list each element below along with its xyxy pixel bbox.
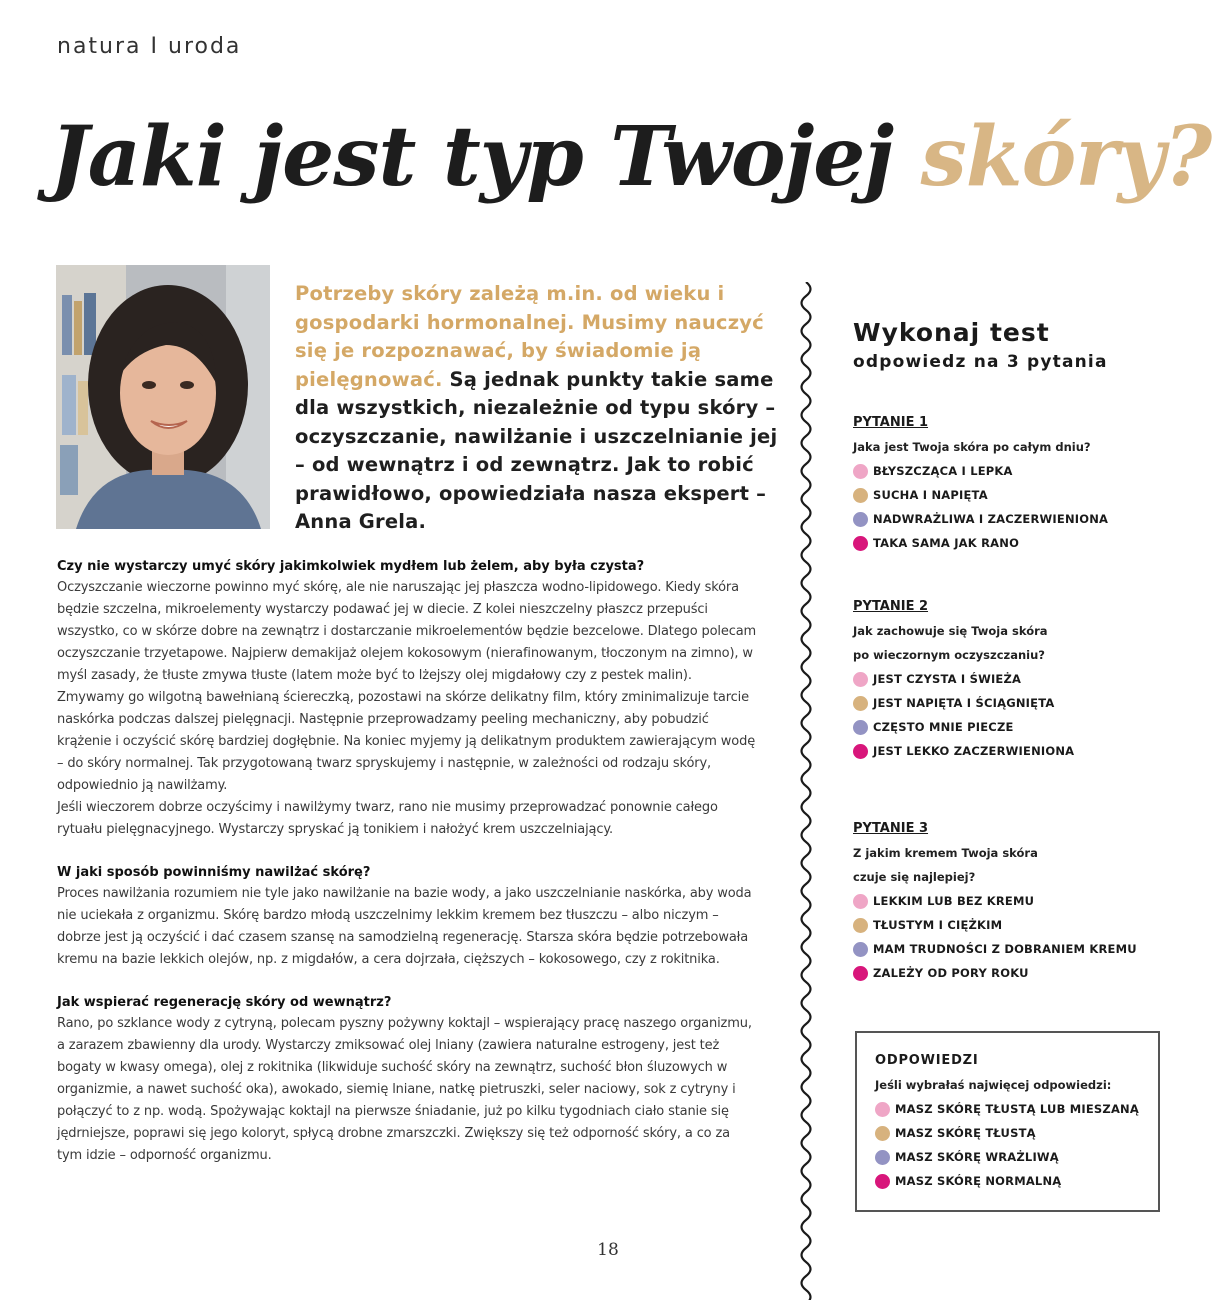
quiz-option[interactable] bbox=[853, 913, 1183, 937]
lead-paragraph bbox=[295, 280, 780, 537]
quiz-option[interactable] bbox=[853, 459, 1183, 483]
answer-item bbox=[875, 1145, 1158, 1169]
tan-dot-icon bbox=[875, 1126, 890, 1141]
question-text: Jaka jest Twoja skóra po całym dniu? bbox=[853, 440, 1091, 454]
quiz-option[interactable] bbox=[853, 483, 1183, 507]
option-label: JEST LEKKO ZACZERWIENIONA bbox=[873, 744, 1075, 758]
interview-article bbox=[57, 557, 757, 1189]
interview-question: Czy nie wystarczy umyć skóry jakimkolwiek mydłem lub żelem, aby była czysta? bbox=[57, 559, 645, 574]
lavender-dot-icon bbox=[853, 942, 868, 957]
question-label: PYTANIE 2 bbox=[853, 599, 929, 614]
quiz-option[interactable] bbox=[853, 715, 1183, 739]
quiz-option[interactable] bbox=[853, 667, 1183, 691]
quiz-option[interactable] bbox=[853, 889, 1183, 913]
quiz-question-1 bbox=[853, 414, 1183, 555]
question-label: PYTANIE 3 bbox=[853, 821, 929, 836]
lavender-dot-icon bbox=[875, 1150, 890, 1165]
page-headline bbox=[50, 109, 1212, 205]
lead-dark-text: Są jednak punkty takie same dla wszystkich, niezależnie od typu skóry – oczyszczanie, nawilżanie i uszczelnianie jej – od wewnątrz i od zewnątrz. Jak to robić prawidłowo, opowiedziała nasza ekspert – Anna Grela. bbox=[295, 367, 778, 533]
answers-title: ODPOWIEDZI bbox=[875, 1053, 979, 1068]
interview-question: Jak wspierać regenerację skóry od wewnątrz? bbox=[57, 995, 392, 1010]
quiz-option[interactable] bbox=[853, 531, 1183, 555]
quiz-option[interactable] bbox=[853, 691, 1183, 715]
question-text-line: Jak zachowuje się Twoja skóra bbox=[853, 624, 1048, 638]
answer-label: MASZ SKÓRĘ NORMALNĄ bbox=[895, 1174, 1062, 1188]
section-label: natura I uroda bbox=[57, 34, 242, 59]
answers-intro: Jeśli wybrałaś najwięcej odpowiedzi: bbox=[875, 1078, 1112, 1092]
page-number: 18 bbox=[597, 1240, 619, 1260]
option-label: JEST NAPIĘTA I ŚCIĄGNIĘTA bbox=[873, 696, 1055, 710]
tan-dot-icon bbox=[853, 696, 868, 711]
interview-answer: Jeśli wieczorem dobrze oczyścimy i nawilżymy twarz, rano nie musimy przeprowadzać ponownie całego rytuału pielęgnacyjnego. Wystarczy spryskać ją tonikiem i nałożyć krem uszczelniający. bbox=[57, 800, 718, 837]
skin-type-quiz bbox=[853, 316, 1183, 980]
tan-dot-icon bbox=[853, 918, 868, 933]
answers-box bbox=[855, 1031, 1160, 1212]
quiz-option[interactable] bbox=[853, 961, 1183, 985]
question-text bbox=[853, 841, 1183, 889]
expert-portrait-photo bbox=[56, 265, 270, 529]
option-label: TAKA SAMA JAK RANO bbox=[873, 536, 1020, 550]
pink-dot-icon bbox=[853, 464, 868, 479]
option-label: JEST CZYSTA I ŚWIEŻA bbox=[873, 672, 1022, 686]
magenta-dot-icon bbox=[853, 536, 868, 551]
option-label: BŁYSZCZĄCA I LEPKA bbox=[873, 464, 1013, 478]
quiz-option[interactable] bbox=[853, 739, 1183, 763]
option-label: LEKKIM LUB BEZ KREMU bbox=[873, 894, 1035, 908]
tan-dot-icon bbox=[853, 488, 868, 503]
question-text-line: Z jakim kremem Twoja skóra bbox=[853, 846, 1038, 860]
quiz-option[interactable] bbox=[853, 937, 1183, 961]
answer-item bbox=[875, 1097, 1158, 1121]
lavender-dot-icon bbox=[853, 720, 868, 735]
magenta-dot-icon bbox=[853, 966, 868, 981]
answer-item bbox=[875, 1169, 1158, 1193]
quiz-subtitle: odpowiedz na 3 pytania bbox=[853, 352, 1108, 372]
interview-answer: Oczyszczanie wieczorne powinno myć skórę, ale nie naruszając jej płaszcza wodno-lipidowego. Kiedy skóra będzie szczelna, mikroelementy wystarczy podawać jej w diecie. Z kolei nieszczelny płaszcz przepuści wszystko, co w skórze dobre na zewnątrz i dostarczanie mikroelementów będzie bezcelowe. Dlatego polecam oczyszczanie trzyetapowe. Najpierw demakijaż olejem kokosowym (nierafinowanym, tłoczonym na zimno), w myśl zasady, że tłuste zmywa tłuste (latem może być to lżejszy olej migdałowy czy z pestek malin). Zmywamy go wilgotną bawełnianą ściereczką, pozostawi na skórze delikatny film, który zminimalizuje tarcie naskórka podczas dalszej pielęgnacji. Następnie przeprowadzamy peeling mechaniczny, aby pobudzić krążenie i oczyścić skórę bardziej dogłębnie. Na koniec myjemy ją delikatnym produktem zawierającym wodę – do skóry normalnej. Tak przygotowaną twarz spryskujemy i następnie, w zależności od rodzaju skóry, odpowiednio ją nawilżamy. bbox=[57, 580, 757, 793]
option-label: MAM TRUDNOŚCI Z DOBRANIEM KREMU bbox=[873, 942, 1137, 956]
answer-label: MASZ SKÓRĘ TŁUSTĄ LUB MIESZANĄ bbox=[895, 1102, 1139, 1116]
qa-block bbox=[57, 863, 757, 971]
pink-dot-icon bbox=[853, 672, 868, 687]
interview-answer: Rano, po szklance wody z cytryną, polecam pyszny pożywny koktajl – wspierający pracę naszego organizmu, a zarazem zbawienny dla urody. Wystarczy zmiksować olej lniany (zawiera naturalne estrogeny, jest też bogaty w kwasy omega), olej z rokitnika (likwiduje suchość skóry na zewnątrz, suchość błon śluzowych w organizmie, a nawet suchość oka), awokado, siemię lniane, natkę pietruszki, seler naciowy, sok z cytryny i połączyć to z np. wodą. Spożywając koktajl na pierwsze śniadanie, już po kilku tygodniach ciało stanie się jędrniejsze, poprawi się jego koloryt, spłycą drobne zmarszczki. Zwiększy się też odporność skóry, a co za tym idzie – odporność organizmu. bbox=[57, 1016, 752, 1163]
answer-label: MASZ SKÓRĘ TŁUSTĄ bbox=[895, 1126, 1036, 1140]
interview-answer: Proces nawilżania rozumiem nie tyle jako nawilżanie na bazie wody, a jako uszczelnianie naskórka, aby woda nie uciekała z organizmu. Skórę bardzo młodą uszczelnimy lekkim kremem bez tłuszczu – albo niczym – dobrze jest ją oczyścić i dać czasem szansę na samodzielną regenerację. Starsza skóra będzie potrzebowała kremu na bazie lekkich olejów, np. z migdałów, a cera dojrzała, cięższych – kokosowego, czy z rokitnika. bbox=[57, 886, 752, 967]
quiz-option[interactable] bbox=[853, 507, 1183, 531]
answer-item bbox=[875, 1121, 1158, 1145]
wavy-divider bbox=[792, 282, 820, 1300]
option-label: SUCHA I NAPIĘTA bbox=[873, 488, 988, 502]
question-text-line: po wieczornym oczyszczaniu? bbox=[853, 648, 1045, 662]
option-label: CZĘSTO MNIE PIECZE bbox=[873, 720, 1014, 734]
lavender-dot-icon bbox=[853, 512, 868, 527]
quiz-title: Wykonaj test bbox=[853, 318, 1050, 347]
headline-accent: skóry? bbox=[920, 109, 1212, 205]
headline-main: Jaki jest typ Twojej bbox=[50, 109, 921, 205]
pink-dot-icon bbox=[875, 1102, 890, 1117]
question-text bbox=[853, 619, 1183, 667]
magenta-dot-icon bbox=[875, 1174, 890, 1189]
lead-gold-text: Potrzeby skóry zależą m.in. od wieku i gospodarki hormonalnej. Musimy nauczyć się je rozpoznawać, by świadomie ją pielęgnować. bbox=[295, 282, 764, 391]
interview-question: W jaki sposób powinniśmy nawilżać skórę? bbox=[57, 865, 371, 880]
qa-block bbox=[57, 557, 757, 841]
quiz-question-3 bbox=[853, 820, 1183, 985]
question-text-line: czuje się najlepiej? bbox=[853, 870, 976, 884]
question-label: PYTANIE 1 bbox=[853, 415, 929, 430]
option-label: ZALEŻY OD PORY ROKU bbox=[873, 966, 1029, 980]
option-label: TŁUSTYM I CIĘŻKIM bbox=[873, 918, 1003, 932]
pink-dot-icon bbox=[853, 894, 868, 909]
answer-label: MASZ SKÓRĘ WRAŻLIWĄ bbox=[895, 1150, 1059, 1164]
option-label: NADWRAŻLIWA I ZACZERWIENIONA bbox=[873, 512, 1109, 526]
quiz-question-2 bbox=[853, 598, 1183, 763]
qa-block bbox=[57, 993, 757, 1167]
magenta-dot-icon bbox=[853, 744, 868, 759]
